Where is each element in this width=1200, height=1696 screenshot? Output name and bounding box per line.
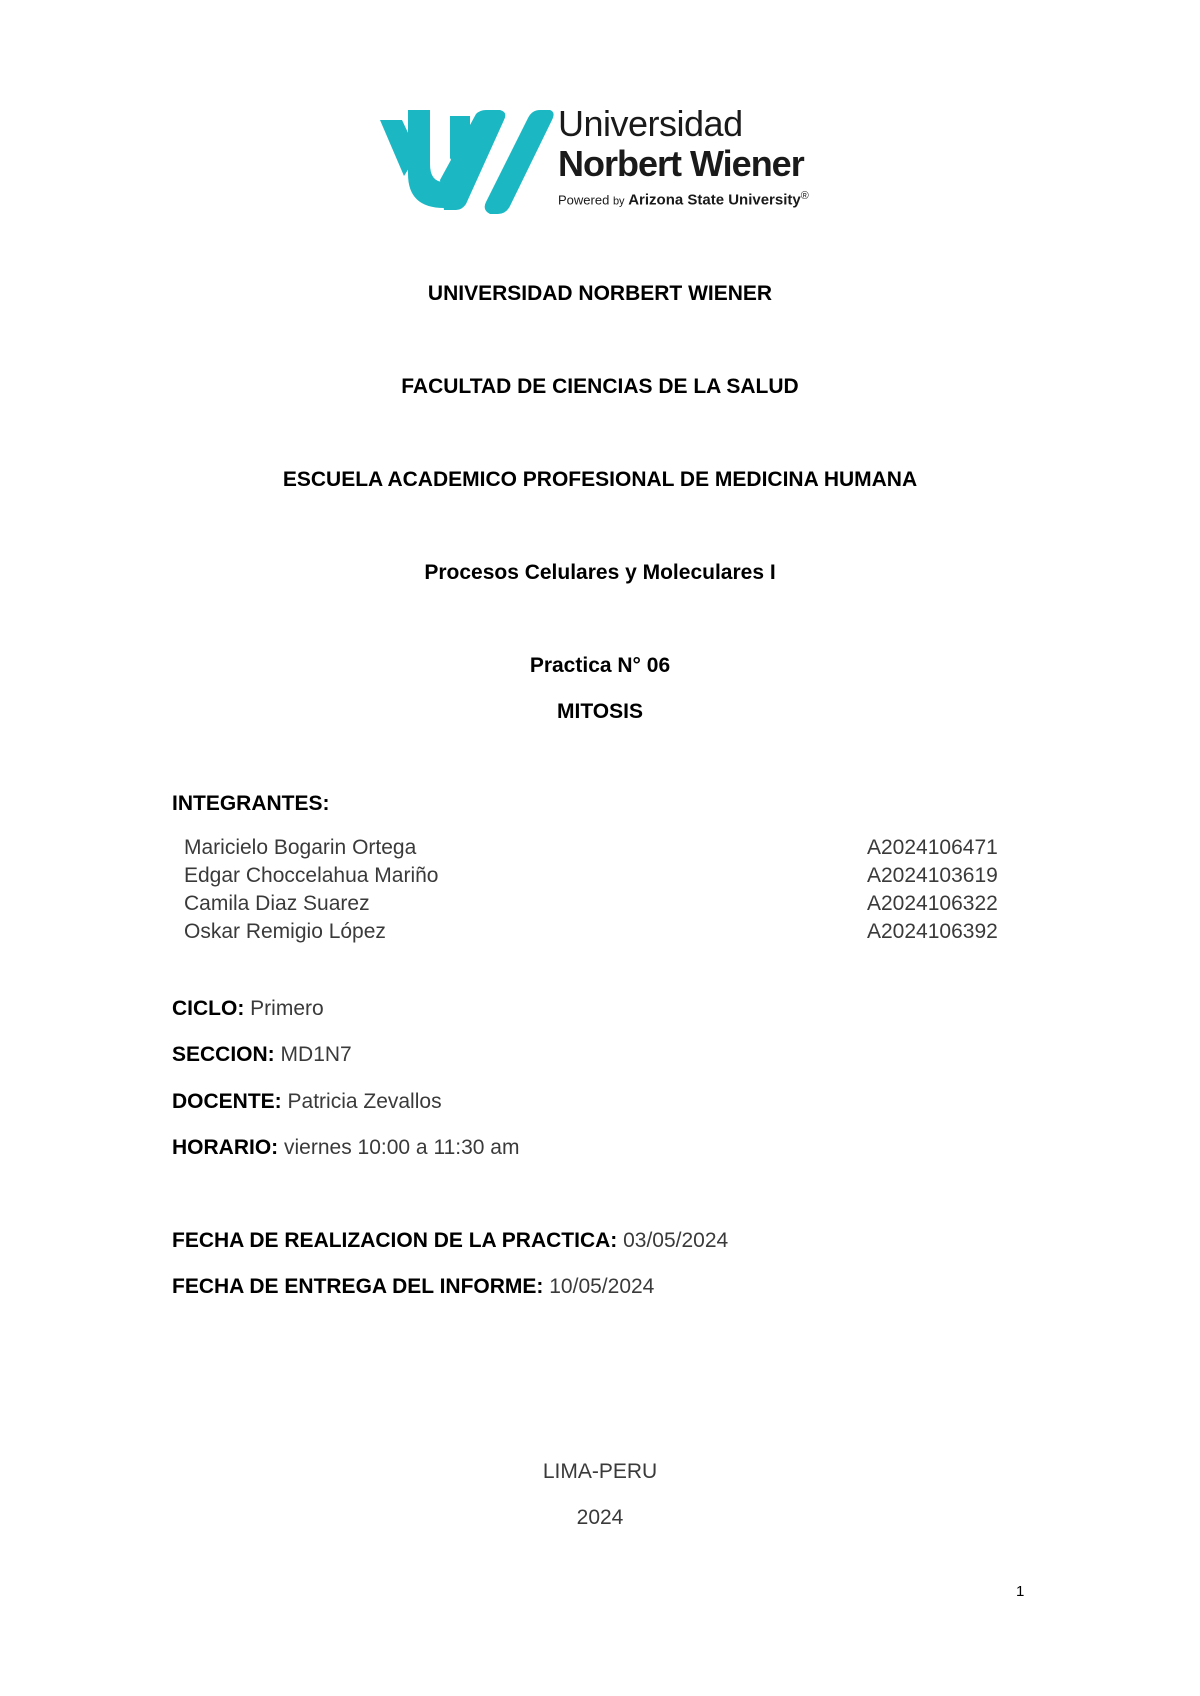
member-name: Edgar Choccelahua Mariño (184, 864, 439, 887)
university-logo (378, 104, 828, 224)
seccion-label: SECCION: (172, 1043, 275, 1066)
fecha-realizacion-label: FECHA DE REALIZACION DE LA PRACTICA: (172, 1229, 618, 1252)
logo-line-universidad: Universidad (558, 103, 743, 144)
member-name: Oskar Remigio López (184, 920, 386, 943)
university-logo-mark-icon (378, 110, 554, 214)
fecha-entrega-value: 10/05/2024 (549, 1275, 655, 1298)
member-code: A2024103619 (867, 864, 998, 887)
logo-by-word: by (612, 195, 625, 208)
member-row (184, 864, 1024, 892)
member-row (184, 836, 1024, 864)
practice-number: Practica N° 06 (529, 654, 671, 677)
fecha-realizacion-value: 03/05/2024 (623, 1229, 729, 1252)
horario-label: HORARIO: (172, 1136, 279, 1159)
member-code: A2024106392 (867, 920, 998, 943)
ciclo-row (172, 997, 324, 1021)
fecha-entrega-label: FECHA DE ENTREGA DEL INFORME: (172, 1275, 544, 1298)
page-number: 1 (1016, 1583, 1025, 1600)
member-row (184, 892, 1024, 920)
fecha-realizacion-row (172, 1229, 728, 1253)
logo-powered-by (558, 190, 828, 208)
place-line: LIMA-PERU (542, 1460, 658, 1483)
university-logo-text (558, 104, 828, 208)
member-name: Maricielo Bogarin Ortega (184, 836, 417, 859)
year-line: 2024 (576, 1506, 624, 1529)
docente-label: DOCENTE: (172, 1090, 282, 1113)
seccion-row (172, 1043, 352, 1067)
ciclo-label: CICLO: (172, 997, 245, 1020)
ciclo-value: Primero (250, 997, 324, 1020)
docente-value: Patricia Zevallos (287, 1090, 442, 1113)
member-name: Camila Diaz Suarez (184, 892, 370, 915)
member-code: A2024106322 (867, 892, 998, 915)
fecha-entrega-row (172, 1275, 654, 1299)
members-list (184, 836, 1024, 948)
seccion-value: MD1N7 (280, 1043, 352, 1066)
horario-row (172, 1136, 519, 1160)
school-title: ESCUELA ACADEMICO PROFESIONAL DE MEDICINA HUMANA (282, 468, 918, 491)
logo-line-norbert-wiener: Norbert Wiener (558, 143, 804, 184)
course-title: Procesos Celulares y Moleculares I (424, 561, 776, 584)
member-code: A2024106471 (867, 836, 998, 859)
university-title: UNIVERSIDAD NORBERT WIENER (427, 282, 773, 305)
logo-powered-word: Powered (558, 192, 610, 208)
members-label: INTEGRANTES: (172, 792, 330, 815)
docente-row (172, 1090, 442, 1114)
practice-topic: MITOSIS (557, 700, 643, 723)
logo-asu: Arizona State University (628, 191, 801, 209)
faculty-title: FACULTAD DE CIENCIAS DE LA SALUD (401, 375, 799, 398)
horario-value: viernes 10:00 a 11:30 am (284, 1136, 520, 1159)
member-row (184, 920, 1024, 948)
logo-registered-mark: ® (800, 190, 809, 202)
